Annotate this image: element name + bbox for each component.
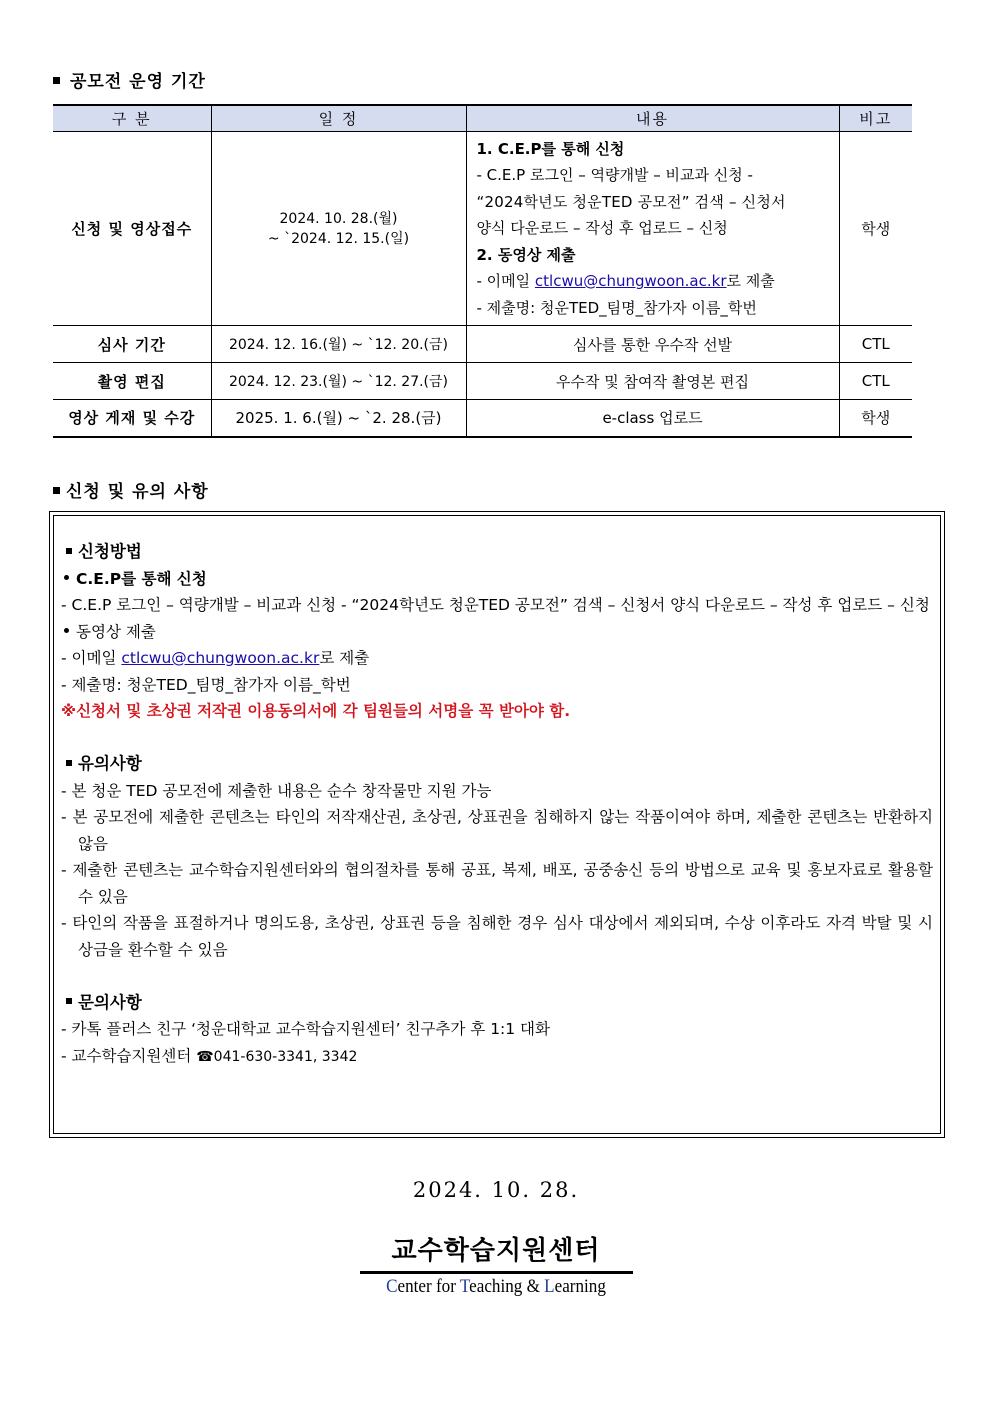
signature-warning: ※신청서 및 초상권 저작권 이용동의서에 각 팀원들의 서명을 꼭 받아야 함. xyxy=(61,702,571,720)
caution-item: - 본 공모전에 제출한 콘텐츠는 타인의 저작재산권, 초상권, 상표권을 침해하지 않는 작품이여야 하며, 제출한 콘텐츠는 반환하지 않음 xyxy=(61,808,933,853)
date-line: 2024. 10. 28.(월) xyxy=(279,211,398,228)
bullet-video: 동영상 제출 xyxy=(61,619,933,646)
row-date: 2024. 12. 23.(월) ~ `12. 27.(금) xyxy=(211,363,466,400)
table-row xyxy=(53,363,912,400)
email-link[interactable]: ctlcwu@chungwoon.ac.kr xyxy=(534,272,727,290)
row-category: 심사 기간 xyxy=(53,326,211,363)
organization-divider xyxy=(360,1271,633,1274)
row-date xyxy=(211,131,466,326)
content-line: 양식 다운로드 – 작성 후 업로드 – 신청 xyxy=(476,219,728,237)
cep-steps: - C.E.P 로그인 – 역량개발 – 비교과 신청 - “2024학년도 청운TED 공모전” 검색 – 신청서 양식 다운로드 – 작성 후 업로드 – 신청 xyxy=(61,596,930,614)
header-category: 구 분 xyxy=(53,105,211,131)
row-note: CTL xyxy=(839,363,912,400)
subheading-caution: 유의사항 xyxy=(61,751,933,778)
content-line: “2024학년도 청운TED 공모전” 검색 – 신청서 xyxy=(476,192,786,211)
row-date: 2025. 1. 6.(월) ~ `2. 28.(금) xyxy=(211,400,466,437)
content-line: - C.E.P 로그인 – 역량개발 – 비교과 신청 - xyxy=(476,166,753,184)
section-heading-notice: 신청 및 유의 사항 xyxy=(53,477,209,502)
caution-item: - 제출한 콘텐츠는 교수학습지원센터와의 협의절차를 통해 공표, 복제, 배포, 공중송신 등의 방법으로 교육 및 홍보자료로 활용할 수 있음 xyxy=(61,861,933,906)
subheading-apply: 신청방법 xyxy=(61,539,933,566)
table-row xyxy=(53,131,912,326)
content-email-line: - 이메일 ctlcwu@chungwoon.ac.kr로 제출 xyxy=(476,272,775,290)
organization-name-english: Center for Teaching & Learning xyxy=(386,1276,606,1297)
schedule-table xyxy=(53,104,912,438)
content-title: 2. 동영상 제출 xyxy=(476,245,576,264)
row-content: 심사를 통한 우수작 선발 xyxy=(466,326,839,363)
caution-item: - 본 청운 TED 공모전에 제출한 내용은 순수 창작물만 지원 가능 xyxy=(61,781,492,800)
row-note: 학생 xyxy=(839,400,912,437)
square-bullet-icon xyxy=(66,998,72,1004)
contact-kakao: - 카톡 플러스 친구 ‘청운대학교 교수학습지원센터’ 친구추가 후 1:1 대화 xyxy=(61,1020,551,1038)
contact-phone-line: - 교수학습지원센터 ☎041-630-3341, 3342 xyxy=(61,1046,358,1065)
table-row xyxy=(53,400,912,437)
row-note: 학생 xyxy=(839,131,912,326)
content-title: 1. C.E.P를 통해 신청 xyxy=(476,139,625,158)
row-category: 신청 및 영상접수 xyxy=(53,131,211,326)
date-line: ~ `2024. 12. 15.(일) xyxy=(267,231,410,248)
row-content: e-class 업로드 xyxy=(466,400,839,437)
phone-number: ☎041-630-3341, 3342 xyxy=(196,1048,358,1065)
email-line: - 이메일 ctlcwu@chungwoon.ac.kr로 제출 xyxy=(61,649,370,667)
dot-bullet-icon xyxy=(64,575,69,580)
square-bullet-icon xyxy=(66,760,72,766)
square-bullet-icon xyxy=(66,548,72,554)
row-category: 촬영 편집 xyxy=(53,363,211,400)
square-bullet-icon xyxy=(53,77,60,84)
row-content xyxy=(466,131,839,326)
row-date: 2024. 12. 16.(월) ~ `12. 20.(금) xyxy=(211,326,466,363)
header-note: 비고 xyxy=(839,105,912,131)
row-note: CTL xyxy=(839,326,912,363)
row-content: 우수작 및 참여작 촬영본 편집 xyxy=(466,363,839,400)
header-date: 일 정 xyxy=(211,105,466,131)
section-heading-schedule: 공모전 운영 기간 xyxy=(53,67,206,92)
header-content: 내용 xyxy=(466,105,839,131)
organization-name: 교수학습지원센터 xyxy=(391,1236,601,1266)
table-row xyxy=(53,326,912,363)
subheading-contact: 문의사항 xyxy=(61,990,933,1017)
email-link[interactable]: ctlcwu@chungwoon.ac.kr xyxy=(121,649,320,667)
content-line: - 제출명: 청운TED_팀명_참가자 이름_학번 xyxy=(476,298,757,317)
notice-content xyxy=(61,539,933,1070)
issue-date: 2024. 10. 28. xyxy=(412,1178,580,1202)
notice-box xyxy=(49,511,945,1138)
bullet-cep: C.E.P를 통해 신청 xyxy=(61,566,933,593)
dot-bullet-icon xyxy=(64,628,69,633)
caution-item: - 타인의 작품을 표절하거나 명의도용, 초상권, 상표권 등을 침해한 경우 심사 대상에서 제외되며, 수상 이후라도 자격 박탈 및 시상금을 환수할 수 있음 xyxy=(61,914,933,959)
row-category: 영상 게재 및 수강 xyxy=(53,400,211,437)
filename-line: - 제출명: 청운TED_팀명_참가자 이름_학번 xyxy=(61,675,351,694)
square-bullet-icon xyxy=(53,487,60,494)
table-header-row xyxy=(53,105,912,131)
